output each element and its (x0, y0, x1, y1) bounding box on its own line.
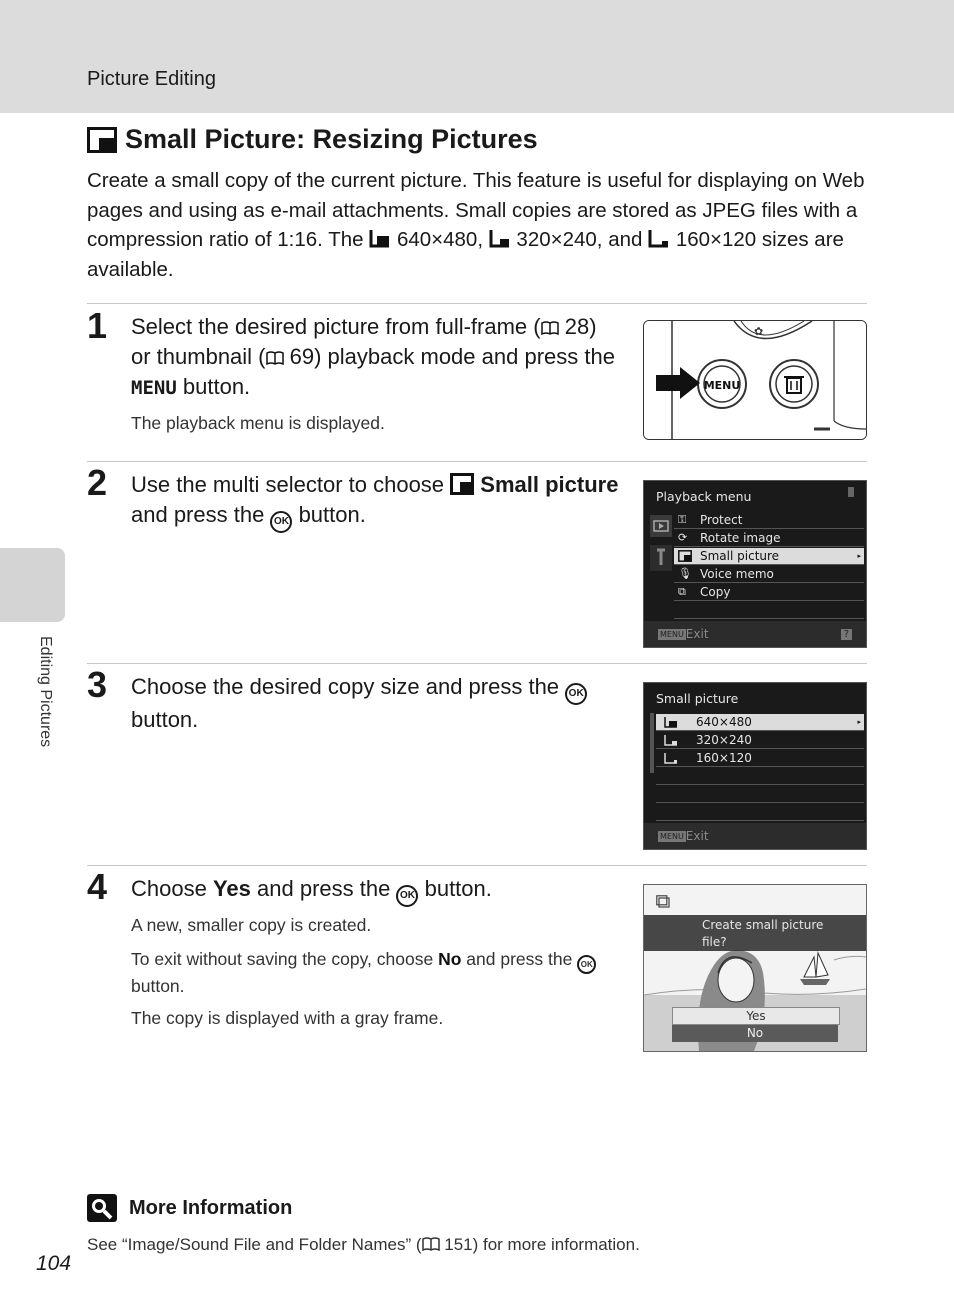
step-number: 2 (87, 462, 108, 503)
size-option-selected[interactable]: 640×480 ▸ (656, 714, 864, 731)
yes-option-selected[interactable]: Yes (672, 1007, 840, 1025)
copy-icon: ⧉ (678, 585, 686, 598)
book-icon (541, 321, 559, 335)
small-picture-icon (87, 127, 117, 153)
ok-button-icon: OK (565, 683, 587, 705)
size-640-icon (369, 228, 391, 248)
menu-button-icon: MENU (660, 629, 684, 639)
small-picture-screen (643, 682, 867, 850)
camera-back-drawing (644, 321, 866, 439)
camera-illustration (643, 320, 867, 440)
battery-icon (848, 487, 854, 497)
divider (87, 865, 867, 866)
step-number: 1 (87, 305, 108, 346)
ok-button-icon: OK (270, 511, 292, 533)
menu-empty-row (674, 602, 864, 619)
divider (87, 303, 867, 304)
size-320-icon (664, 734, 678, 746)
side-tab (0, 548, 65, 622)
step-4-note-2: To exit without saving the copy, choose No and press the OK button. (131, 947, 621, 999)
prompt-text: Create small picture file? (702, 918, 824, 949)
page-title-text: Small Picture: Resizing Pictures (125, 124, 538, 154)
intro-text-end: sizes are available. (87, 228, 844, 281)
protect-key-icon: ⚿ (678, 513, 687, 526)
menu-item[interactable]: ⚿ Protect (674, 512, 864, 529)
exit-label: Exit (685, 627, 709, 641)
microphone-icon: 🎙 (678, 567, 692, 580)
step-1-note: The playback menu is displayed. (131, 413, 385, 433)
prompt-bar (644, 915, 866, 951)
size-option[interactable]: 320×240 (656, 732, 864, 749)
step-number: 4 (87, 866, 108, 907)
menu-empty-row (656, 804, 864, 821)
size-160-icon (664, 752, 678, 764)
small-picture-icon (450, 473, 474, 495)
side-tab-label: Editing Pictures (37, 636, 54, 748)
exit-label: Exit (685, 829, 709, 843)
playback-menu-screen (643, 480, 867, 648)
confirm-screen (643, 884, 867, 1052)
lcd-title: Playback menu (656, 489, 752, 504)
chevron-right-icon: ▸ (857, 718, 861, 726)
menu-button-icon: MENU (660, 831, 684, 841)
step-4-text: Choose Yes and press the OK button. (131, 874, 621, 907)
menu-empty-row (656, 768, 864, 785)
menu-item[interactable]: ⧉ Copy (674, 584, 864, 601)
page-number: 104 (36, 1252, 72, 1275)
size-320-text: 320×240, and (516, 228, 643, 251)
help-icon: ? (841, 629, 852, 640)
lcd-title: Small picture (656, 691, 739, 706)
small-picture-mode-icon (656, 895, 670, 908)
info-magnifier-icon (87, 1194, 117, 1222)
svg-text:✿: ✿ (754, 325, 764, 338)
step-3-text: Choose the desired copy size and press the OK button. (131, 672, 621, 735)
lcd-footer (644, 621, 866, 647)
svg-text:MENU: MENU (703, 379, 741, 392)
menu-glyph: MENU (131, 377, 177, 399)
setup-tab-icon (650, 545, 672, 571)
rotate-icon: ⟳ (678, 531, 688, 544)
menu-item-selected[interactable]: Small picture ▸ (674, 548, 864, 565)
header-band (0, 0, 954, 113)
intro-text: Create a small copy of the current picture. This feature is useful for displaying on Web pages and using as e-mail attachments. Small copies are stored as JPEG files with a compression ratio of 1:16. The (87, 169, 865, 251)
intro-paragraph (87, 166, 867, 284)
step-number: 3 (87, 664, 108, 705)
divider (87, 663, 867, 664)
divider (87, 461, 867, 462)
more-info-title: More Information (129, 1196, 293, 1219)
no-option[interactable]: No (672, 1025, 838, 1042)
step-1-text: Select the desired picture from full-frame ( 28) or thumbnail ( 69) playback mode and press the MENU button. (131, 314, 615, 399)
step-4-note-3: The copy is displayed with a gray frame. (131, 1008, 444, 1028)
step-4-note-1: A new, smaller copy is created. (131, 915, 372, 935)
book-icon (422, 1237, 440, 1251)
small-picture-icon (678, 550, 692, 562)
menu-empty-row (656, 786, 864, 803)
scroll-indicator (650, 713, 654, 773)
page-title (87, 124, 538, 155)
lcd-footer (644, 823, 866, 849)
more-info-header (87, 1194, 292, 1222)
size-160-text: 160×120 (675, 228, 757, 251)
section-title: Picture Editing (87, 68, 216, 90)
chevron-right-icon: ▸ (857, 552, 861, 560)
play-tab-icon (650, 515, 672, 537)
ok-button-icon: OK (577, 955, 596, 974)
menu-item[interactable]: 🎙 Voice memo (674, 566, 864, 583)
step-2-text: Use the multi selector to choose Small picture and press the OK button. (131, 470, 621, 533)
menu-item[interactable]: ⟳ Rotate image (674, 530, 864, 547)
more-info-text: See “Image/Sound File and Folder Names” ( 151) for more information. (87, 1235, 640, 1254)
ok-button-icon: OK (396, 885, 418, 907)
size-160-icon (648, 228, 670, 248)
size-320-icon (489, 228, 511, 248)
book-icon (266, 351, 284, 365)
size-option[interactable]: 160×120 (656, 750, 864, 767)
size-640-icon (664, 716, 678, 728)
size-640-text: 640×480, (396, 228, 484, 251)
